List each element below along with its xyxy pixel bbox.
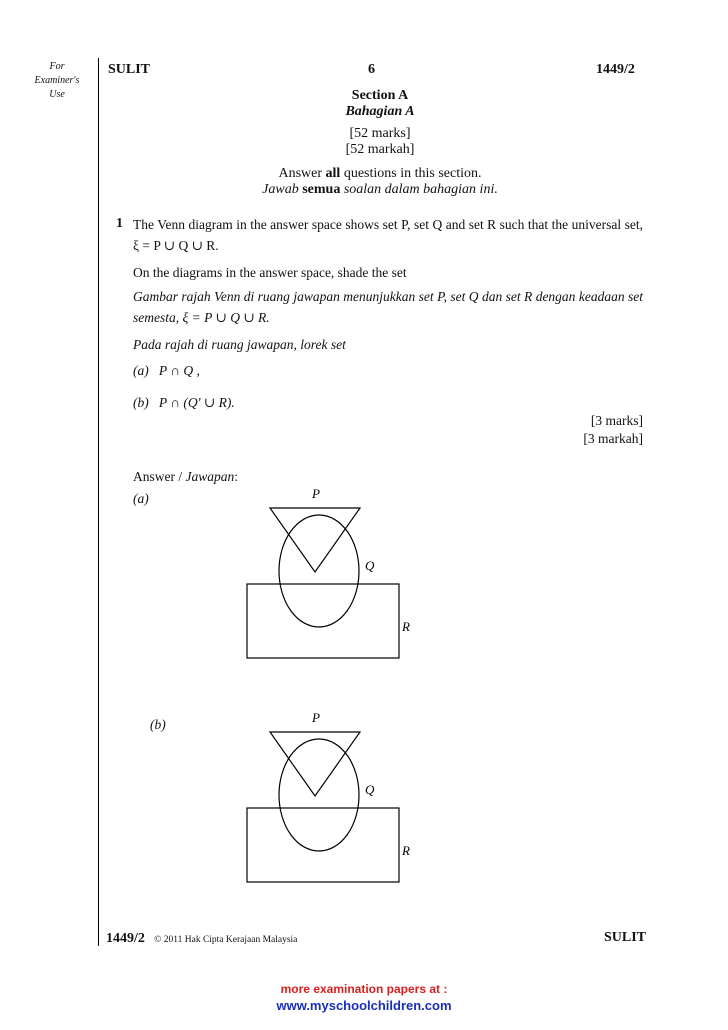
- page-number: 6: [368, 62, 375, 77]
- part-b-label: (b): [133, 395, 149, 410]
- set-p-label: P: [312, 710, 320, 725]
- promo-text: more examination papers at :: [280, 982, 448, 996]
- margin-note-line: For: [49, 61, 65, 72]
- set-p-triangle: [270, 732, 360, 796]
- question-marks-ms: [3 markah]: [583, 431, 643, 446]
- question-text-ms: Gambar rajah Venn di ruang jawapan menunjukkan set P, set Q dan set R dengan keadaan set semesta, ξ = P ∪ Q ∪ R.: [133, 289, 643, 325]
- section-marks-en: [52 marks]: [349, 126, 411, 141]
- set-p-triangle: [270, 508, 360, 572]
- promo-link[interactable]: www.myschoolchildren.com: [276, 998, 452, 1013]
- section-title: Section A: [351, 88, 409, 103]
- set-r-label: R: [402, 843, 410, 858]
- section-title-malay: Bahagian A: [345, 104, 415, 119]
- answer-part-b-label: (b): [150, 717, 166, 732]
- set-q-label: Q: [365, 558, 375, 573]
- venn-diagram-b: [230, 704, 460, 894]
- venn-diagram-a: [230, 480, 460, 670]
- margin-rule: [98, 58, 99, 946]
- footer-sulit: SULIT: [604, 930, 647, 945]
- set-q-ellipse: [279, 739, 359, 851]
- instruction-text: Answer: [278, 166, 326, 181]
- answer-label-en: Answer /: [133, 469, 186, 484]
- question-marks-en: [3 marks]: [590, 413, 643, 428]
- section-marks-ms: [52 markah]: [345, 142, 415, 157]
- part-a: [133, 360, 643, 381]
- instruction-ms: [200, 182, 560, 198]
- instruction-en: [200, 166, 560, 182]
- part-a-expression: P ∩ Q ,: [158, 363, 200, 378]
- instruction-bold: semua: [302, 182, 341, 197]
- set-r-rectangle: [247, 808, 399, 882]
- header-sulit: SULIT: [108, 62, 151, 77]
- question-text-en: The Venn diagram in the answer space shows set P, set Q and set R such that the universal set, ξ = P ∪ Q ∪ R.: [133, 217, 643, 253]
- footer-code: 1449/2: [106, 931, 145, 946]
- set-r-rectangle: [247, 584, 399, 658]
- answer-label-ms: Jawapan: [185, 469, 235, 484]
- question-number: 1: [116, 216, 123, 231]
- instruction-bold: all: [325, 166, 341, 181]
- answer-colon: :: [234, 469, 239, 484]
- instruction-text: Jawab: [262, 182, 303, 197]
- answer-part-a-label: (a): [133, 491, 149, 506]
- question-instruction-en: On the diagrams in the answer space, shade the set: [133, 265, 407, 280]
- margin-note-line: Examiner's: [34, 75, 80, 86]
- instruction-text: soalan dalam bahagian ini.: [340, 182, 498, 197]
- footer-copyright: © 2011 Hak Cipta Kerajaan Malaysia: [154, 935, 298, 945]
- part-b-expression: P ∩ (Q' ∪ R).: [158, 395, 235, 410]
- margin-note-line: Use: [49, 89, 65, 100]
- part-b: [133, 392, 643, 413]
- set-q-ellipse: [279, 515, 359, 627]
- footer-left: [106, 930, 297, 947]
- examiner-margin-note: [28, 60, 86, 102]
- part-a-label: (a): [133, 363, 149, 378]
- set-r-label: R: [402, 619, 410, 634]
- instruction-text: questions in this section.: [340, 166, 482, 181]
- set-q-label: Q: [365, 782, 375, 797]
- set-p-label: P: [312, 486, 320, 501]
- paper-code: 1449/2: [596, 62, 635, 77]
- question-instruction-ms: Pada rajah di ruang jawapan, lorek set: [133, 337, 346, 352]
